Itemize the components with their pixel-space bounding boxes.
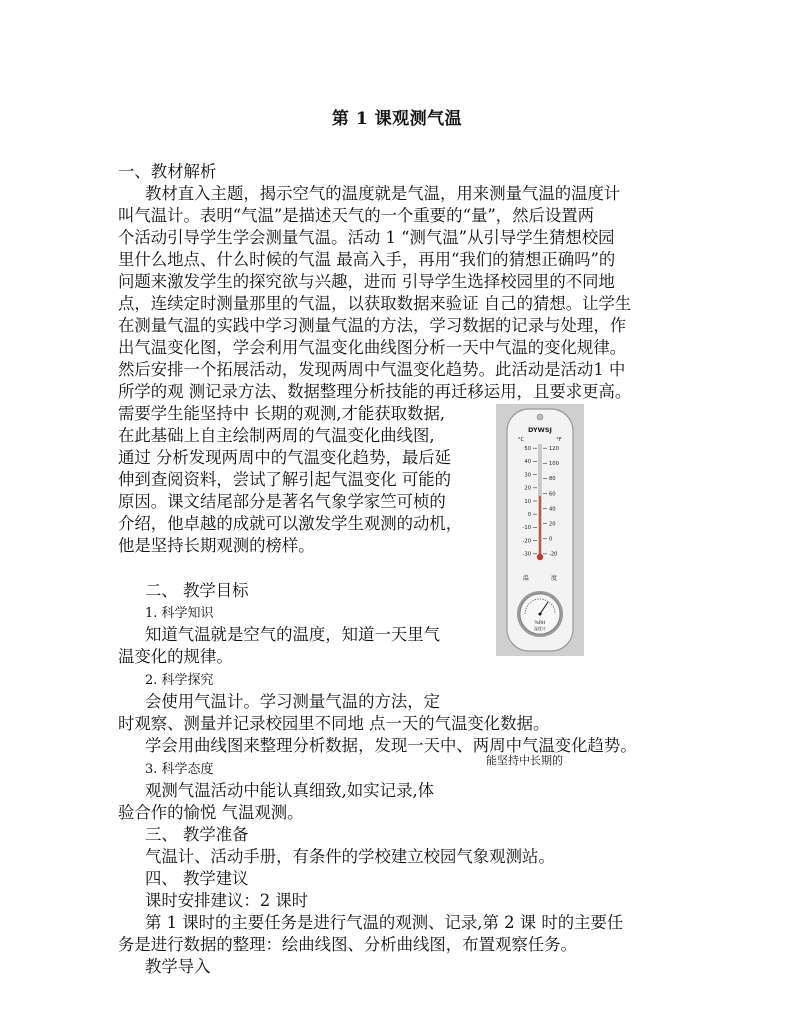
- paragraph-line: 教材直入主题，揭示空气的温度就是气温，用来测量气温的温度计: [145, 184, 621, 203]
- fahrenheit-tick-label: -20: [549, 551, 558, 558]
- paragraph-line: 里什么地点、什么时候的气温 最高入手，再用“我们的猜想正确吗”的: [118, 250, 616, 269]
- paragraph-line: 然后安排一个拓展活动，发现两周中气温变化趋势。此活动是活动1 中: [118, 360, 626, 379]
- paragraph-line: 出气温变化图，学会利用气温变化曲线图分析一天中气温的变化规律。: [118, 338, 627, 357]
- celsius-tick-label: 10: [524, 498, 531, 505]
- celsius-tick-label: 50: [524, 446, 531, 452]
- fahrenheit-tick-label: 60: [549, 491, 556, 498]
- section3-heading: 三、 教学准备: [145, 825, 249, 844]
- celsius-tick-label: -10: [522, 525, 531, 532]
- paragraph-line: 课时安排建议：2 课时: [145, 891, 309, 910]
- paragraph-line: 他是坚持长期观测的榜样。: [118, 536, 315, 555]
- thermometer-photo: [496, 404, 584, 656]
- paragraph-line: 第 1 课时的主要任务是进行气温的观测、记录,第 2 课 时的主要任: [145, 913, 624, 932]
- paragraph-line: 叫气温计。表明“气温”是描述天气的一个重要的“量”，然后设置两: [118, 206, 595, 225]
- brand-label: DYWSJ: [528, 426, 552, 434]
- paragraph-line: 教学导入: [145, 957, 211, 976]
- paragraph-line: 知道气温就是空气的温度，知道一天里气: [145, 625, 441, 644]
- thermometer-image: [496, 404, 584, 656]
- section4-heading: 四、 教学建议: [145, 869, 249, 888]
- subsection-heading: 1. 科学知识: [145, 606, 214, 621]
- fahrenheit-tick-label: 80: [549, 476, 556, 483]
- label-left: 温: [522, 575, 530, 582]
- paragraph-line: 需要学生能坚持中 长期的观测,才能获取数据,: [118, 404, 446, 423]
- paragraph-line: 在此基础上自主绘制两周的气温变化曲线图,: [118, 426, 435, 445]
- celsius-tick-label: -30: [522, 551, 531, 558]
- paragraph-line: 气温计、活动手册，有条件的学校建立校园气象观测站。: [145, 847, 555, 866]
- celsius-tick-label: 20: [524, 485, 531, 492]
- subsection-heading: 3. 科学态度: [145, 762, 214, 777]
- celsius-tick-label: -20: [522, 538, 531, 545]
- section2-heading: 二、 教学目标: [145, 581, 249, 600]
- subsection-heading: 2. 科学探究: [145, 673, 214, 688]
- fahrenheit-tick-label: 120: [549, 446, 559, 452]
- paragraph-line: 介绍，他卓越的成就可以激发学生观测的动机，: [118, 514, 463, 533]
- paragraph-line: 时观察、测量并记录校园里不同地 点一天的气温变化数据。: [118, 714, 550, 733]
- paragraph-line: 学会用曲线图来整理分析数据，发现一天中、两周中气温变化趋势。: [145, 736, 637, 755]
- paragraph-line: 问题来激发学生的探究欲与兴趣，进而 引导学生选择校园里的不同地: [118, 272, 615, 291]
- paragraph-line: 温变化的规律。: [118, 647, 233, 666]
- celsius-tick-label: 30: [524, 472, 531, 479]
- paragraph-line: 所学的观 测记录方法、数据整理分析技能的再迁移运用，且要求更高。: [118, 382, 632, 401]
- celsius-tick-label: 0: [527, 512, 531, 518]
- celsius-unit: °C: [518, 437, 524, 443]
- paragraph-line: 伸到查阅资料，尝试了解引起气温变化 可能的: [118, 470, 452, 489]
- fahrenheit-tick-label: 20: [549, 521, 556, 528]
- hygrometer-unit: %RH: [534, 621, 546, 626]
- paragraph-line: 个活动引导学生学会测量气温。活动 1 “测气温”从引导学生猜想校园: [118, 228, 615, 247]
- label-right: 度: [550, 575, 558, 582]
- section1-heading: 一、教材解析: [118, 162, 217, 181]
- paragraph-line: 务是进行数据的整理：绘曲线图、分析曲线图，布置观察任务。: [118, 935, 577, 954]
- paragraph-line: 观测气温活动中能认真细致,如实记录,体: [145, 781, 435, 800]
- fahrenheit-unit: °F: [556, 437, 562, 443]
- side-note: 能坚持中长期的: [486, 754, 563, 767]
- fahrenheit-tick-label: 100: [549, 461, 559, 468]
- hygrometer-label: 湿度计: [534, 626, 546, 631]
- fahrenheit-tick-label: 0: [549, 536, 553, 543]
- paragraph-line: 会使用气温计。学习测量气温的方法，定: [145, 692, 441, 711]
- paragraph-line: 点，连续定时测量那里的气温，以获取数据来验证 自己的猜想。让学生: [118, 294, 632, 313]
- paragraph-line: 原因。课文结尾部分是著名气象学家竺可桢的: [118, 492, 446, 511]
- page-title: 第 1 课观测气温: [331, 109, 463, 129]
- paragraph-line: 通过 分析发现两周中的气温变化趋势，最后延: [118, 448, 452, 467]
- paragraph-line: 验合作的愉悦 气温观测。: [118, 803, 304, 822]
- paragraph-line: 在测量气温的实践中学习测量气温的方法，学习数据的记录与处理，作: [118, 316, 627, 335]
- celsius-tick-label: 40: [524, 459, 531, 466]
- fahrenheit-tick-label: 40: [549, 506, 556, 513]
